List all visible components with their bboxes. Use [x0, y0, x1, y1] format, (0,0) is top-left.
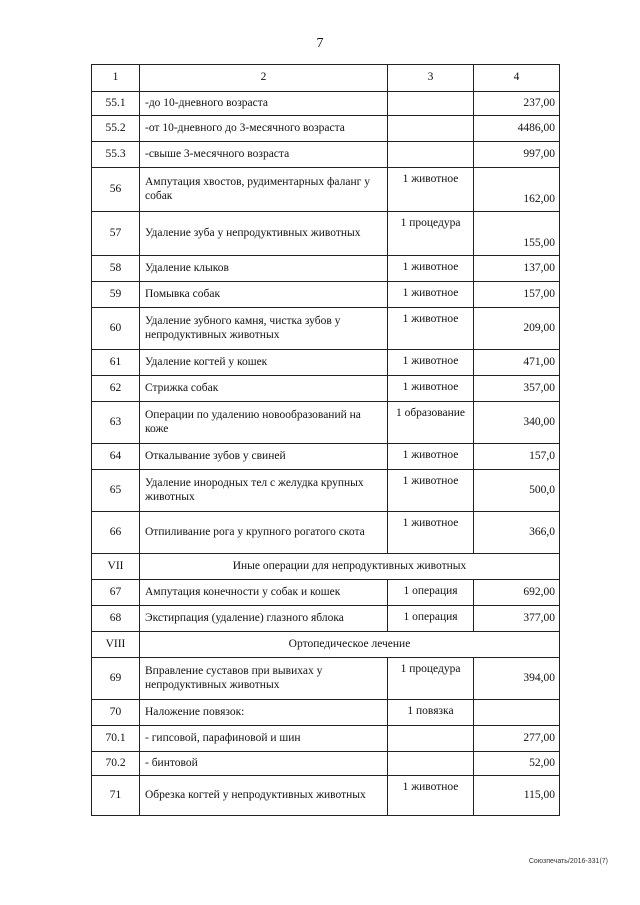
unit-of-measure: 1 животное	[388, 776, 474, 816]
service-name: -свыше 3-месячного возраста	[140, 142, 388, 168]
row-number: 55.1	[92, 92, 140, 116]
service-name: Удаление клыков	[140, 256, 388, 282]
row-number: 68	[92, 606, 140, 632]
unit-of-measure: 1 животное	[388, 350, 474, 376]
header-cell: 2	[140, 65, 388, 92]
row-number: 63	[92, 402, 140, 444]
row-number: 66	[92, 512, 140, 554]
unit-of-measure: 1 животное	[388, 168, 474, 212]
service-name: -от 10-дневного до 3-месячного возраста	[140, 116, 388, 142]
service-name: - бинтовой	[140, 752, 388, 776]
price-value: 471,00	[474, 350, 560, 376]
service-name: Помывка собак	[140, 282, 388, 308]
unit-of-measure	[388, 142, 474, 168]
row-number: 61	[92, 350, 140, 376]
price-value: 366,0	[474, 512, 560, 554]
row-number: 62	[92, 376, 140, 402]
row-number: 60	[92, 308, 140, 350]
price-value: 237,00	[474, 92, 560, 116]
footer-code: Союзпечать/2016-331(7)	[528, 858, 608, 865]
service-name: Экстирпация (удаление) глазного яблока	[140, 606, 388, 632]
price-value: 4486,00	[474, 116, 560, 142]
table-row	[92, 776, 560, 816]
price-value: 155,00	[474, 212, 560, 256]
section-row	[92, 632, 560, 658]
service-name: Удаление зуба у непродуктивных животных	[140, 212, 388, 256]
service-name: Стрижка собак	[140, 376, 388, 402]
row-number: 64	[92, 444, 140, 470]
unit-of-measure: 1 повязка	[388, 700, 474, 726]
table-row	[92, 402, 560, 444]
table-header-row	[92, 65, 560, 92]
row-number: 55.2	[92, 116, 140, 142]
service-name: - гипсовой, парафиновой и шин	[140, 726, 388, 752]
row-number: 65	[92, 470, 140, 512]
row-number: 59	[92, 282, 140, 308]
table-row	[92, 726, 560, 752]
header-cell: 3	[388, 65, 474, 92]
row-number: 70.1	[92, 726, 140, 752]
row-number: 56	[92, 168, 140, 212]
unit-of-measure: 1 процедура	[388, 212, 474, 256]
unit-of-measure	[388, 92, 474, 116]
price-value: 162,00	[474, 168, 560, 212]
service-name: Вправление суставов при вывихах у непродуктивных животных	[140, 658, 388, 700]
page-number: 7	[316, 36, 324, 51]
section-title: Иные операции для непродуктивных животных	[140, 554, 560, 580]
service-name: Операции по удалению новообразований на коже	[140, 402, 388, 444]
table-row	[92, 444, 560, 470]
table-row	[92, 256, 560, 282]
table-row	[92, 168, 560, 212]
unit-of-measure: 1 животное	[388, 308, 474, 350]
table-row	[92, 116, 560, 142]
table-row	[92, 658, 560, 700]
unit-of-measure	[388, 726, 474, 752]
price-value: 357,00	[474, 376, 560, 402]
price-value: 340,00	[474, 402, 560, 444]
row-number: 55.3	[92, 142, 140, 168]
unit-of-measure: 1 операция	[388, 580, 474, 606]
table-row	[92, 470, 560, 512]
service-name: Откалывание зубов у свиней	[140, 444, 388, 470]
table-row	[92, 580, 560, 606]
unit-of-measure: 1 животное	[388, 282, 474, 308]
unit-of-measure: 1 животное	[388, 470, 474, 512]
service-name: Ампутация хвостов, рудиментарных фаланг у собак	[140, 168, 388, 212]
table-row	[92, 308, 560, 350]
service-name: Наложение повязок:	[140, 700, 388, 726]
price-value: 997,00	[474, 142, 560, 168]
table-row	[92, 350, 560, 376]
service-name: Удаление инородных тел с желудка крупных животных	[140, 470, 388, 512]
price-table	[91, 64, 560, 816]
row-number: 70.2	[92, 752, 140, 776]
table-row	[92, 92, 560, 116]
section-number: VII	[92, 554, 140, 580]
service-name: -до 10-дневного возраста	[140, 92, 388, 116]
unit-of-measure: 1 животное	[388, 376, 474, 402]
table-row	[92, 212, 560, 256]
unit-of-measure: 1 образование	[388, 402, 474, 444]
row-number: 58	[92, 256, 140, 282]
price-value: 394,00	[474, 658, 560, 700]
price-value: 52,00	[474, 752, 560, 776]
table-row	[92, 142, 560, 168]
table-row	[92, 512, 560, 554]
price-value: 157,00	[474, 282, 560, 308]
service-name: Удаление зубного камня, чистка зубов у непродуктивных животных	[140, 308, 388, 350]
section-title: Ортопедическое лечение	[140, 632, 560, 658]
price-value: 377,00	[474, 606, 560, 632]
table-row	[92, 606, 560, 632]
price-value: 500,0	[474, 470, 560, 512]
unit-of-measure	[388, 752, 474, 776]
table-row	[92, 282, 560, 308]
price-value: 137,00	[474, 256, 560, 282]
row-number: 69	[92, 658, 140, 700]
service-name: Отпиливание рога у крупного рогатого скота	[140, 512, 388, 554]
service-name: Обрезка когтей у непродуктивных животных	[140, 776, 388, 816]
header-cell: 4	[474, 65, 560, 92]
price-value: 157,0	[474, 444, 560, 470]
unit-of-measure: 1 животное	[388, 444, 474, 470]
row-number: 71	[92, 776, 140, 816]
unit-of-measure: 1 животное	[388, 512, 474, 554]
table-row	[92, 752, 560, 776]
table-row	[92, 376, 560, 402]
header-cell: 1	[92, 65, 140, 92]
unit-of-measure: 1 операция	[388, 606, 474, 632]
unit-of-measure: 1 животное	[388, 256, 474, 282]
section-number: VIII	[92, 632, 140, 658]
row-number: 57	[92, 212, 140, 256]
service-name: Удаление когтей у кошек	[140, 350, 388, 376]
table-row	[92, 700, 560, 726]
unit-of-measure: 1 процедура	[388, 658, 474, 700]
unit-of-measure	[388, 116, 474, 142]
price-value: 692,00	[474, 580, 560, 606]
row-number: 67	[92, 580, 140, 606]
price-value: 209,00	[474, 308, 560, 350]
price-value: 277,00	[474, 726, 560, 752]
price-value	[474, 700, 560, 726]
price-value: 115,00	[474, 776, 560, 816]
section-row	[92, 554, 560, 580]
row-number: 70	[92, 700, 140, 726]
service-name: Ампутация конечности у собак и кошек	[140, 580, 388, 606]
